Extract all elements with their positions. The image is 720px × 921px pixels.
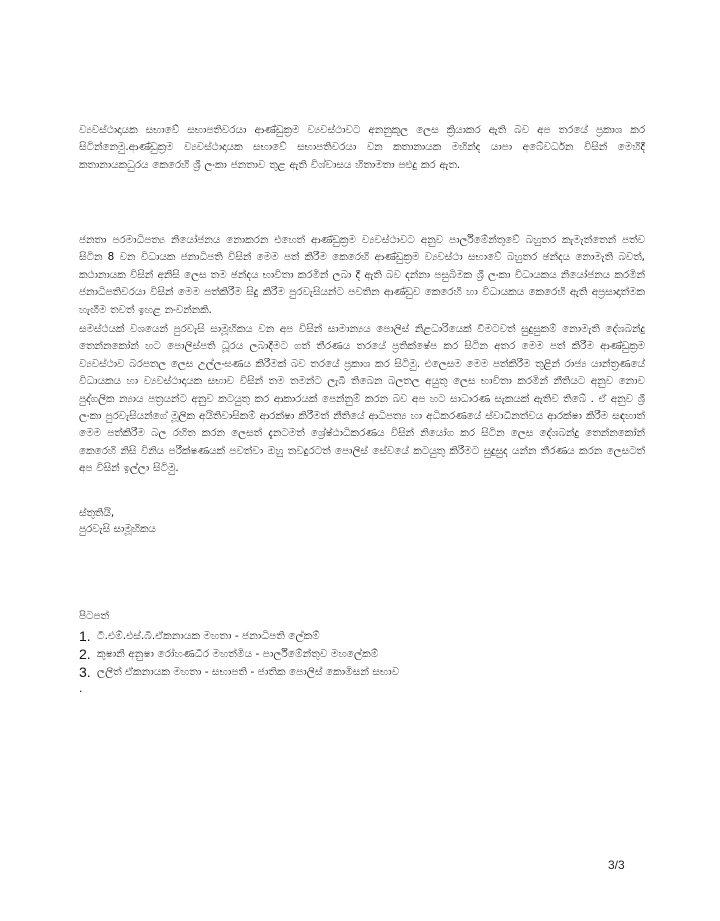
copies-item-number: 2. xyxy=(79,646,91,662)
copies-list xyxy=(79,627,679,681)
copies-list-item xyxy=(79,627,679,645)
copies-item-text: ලලිත් ඒකනායක මහතා - සභාපති - ජාතික පොලිස් කොමිසන් සභාව xyxy=(97,666,400,678)
body-paragraph-3: සමස්ථයක් වශයෙන් පුරවැසි සාමූහිකය වන අප විසින් සාමාන්‍යය පොලිස් නිළධාරියෙක් වීමටවත් සුදුසුකම් නොමැති දේශබන්දු තෙන්නකෝන් හට පොලිස්පති ධූරය ලබාදීමට ගත් තීරණය තරයේ ප්‍රතික්ෂේප කර සිටින අතර මෙම පත් කිරීම ආණ්ඩුක්‍රම ව්‍යවස්ථාව බරපතල ලෙස උල්ලංඝණය කිරීමක් බව තරයේ ප්‍රකාශ කර සිටිමු. එලෙසම මෙම පත්කිරීම තුළින් රාජ්‍ය යාන්ත්‍රණයේ විධායකය හා ව්‍යවස්ථාදායක සභාව විසින් තම තමන්ට ලැබී තිබෙන බලතල අයුතු ලෙස භාවිතා කරමින් නීතියට අනුව නොව පුද්ගලික න්‍යාය පත්‍රයන්ට අනුව කටයුතු කර ආකාරයක් පෙන්නුම් කරන බව අප හට සාධාරණ සැකයක් ඇතිව තිබේ . ඒ අනුව ශ්‍රී ලංකා පුරවැසියන්ගේ මූලික අයිතිවාසිකම් ආරක්ෂා කිරීමත් නීතියේ ආධිපත්‍ය හා අධිකරණයේ ස්වාධීනත්වය ආරක්ෂා කිරීම සඳහාත් මෙම පත්කිරීම බල රහිත කරන ලෙසත් දැනටමත් ශ්‍රේෂ්ඨාධිකරණය විසින් නියෝග කර සිටින ලෙස දේශබන්දු තෙන්නකෝන් කෙරෙහි නිසි විනිය පරීක්ෂණයක් පවත්වා ඔහු තවදුරටත් පොලිස් සේවයේ කටයුතු කිරීමට සුදුසුද යන්න තීරණය කරන ලෙසටත් අප විසින් ඉල්ලා සිටිමු. xyxy=(79,323,645,475)
copies-section xyxy=(79,608,679,681)
trailing-dot: . xyxy=(79,681,83,695)
copies-item-text: ටී.එම්.එස්.බී.ඒකනායක මහතා - ජනාධිපති ලේකම් xyxy=(97,630,320,642)
copies-item-number: 3. xyxy=(79,664,91,680)
copies-list-item xyxy=(79,645,679,663)
body-paragraph-1: ව්‍යවස්ථාදායක සභාවේ සභාපතිවරයා ආණ්ඩුක්‍රම ව්‍යවස්ථාවට අනනුකූල ලෙස ක්‍රියාකර ඇති බව අප තරයේ ප්‍රකාශ කර සිටින්නෙමු.ආණ්ඩුක්‍රම ව්‍යවස්ථාදායක සභාවේ සභාපතිවරයා වන කතානායක මහින්ද යාපා අබේවර්ධන විසින් මෙහිදී කතානායකධුරය කෙරෙහි ශ්‍රී ලංකා ජනතාව තුළ ඇති විශ්වාසය හිතාමතා පළුදු කර ඇත. xyxy=(79,124,645,171)
closing-thanks: ස්තුතියි, xyxy=(79,507,115,519)
copies-title: පිටපත් xyxy=(79,610,109,622)
copies-item-number: 1. xyxy=(79,628,91,644)
page-number: 3/3 xyxy=(608,858,625,872)
copies-list-item xyxy=(79,663,679,681)
body-paragraph-2: ජනතා පරමාධිපත්‍ය නියෝජනය නොකරන එහෙත් ආණ්ඩුක්‍රම ව්‍යවස්ථාවට අනුව පාර්ලිමේන්තුවේ බහුතර කැමැත්තෙන් පත්ව සිටින 8 වන විධායක ජනාධිපති විසින් මෙම පත් කිරීම කෙරෙහි ආණ්ඩුක්‍රම ව්‍යවස්ථා සභාවේ බහුතර ඡන්දය නොමැති බවත්, කථානායක විසින් අනිසි ලෙස තම ඡන්දය භාවිතා කරමින් ලබා දී ඇති බව දන්නා පසුබිමක ශ්‍රී ලංකා විධායකය නියෝජනය කරමින් ජනාධිපතිවරයා විසින් මෙම පත්කිරීම සිදු කිරීම පුරවැසියන්ට පවතින ආණ්ඩුව කෙරෙහි හා විධායකය කෙරෙහි ඇති අප්‍රසාදාත්මක හැඟීම තවත් ඉහළ නංවන්නකි. xyxy=(79,234,645,316)
closing-signature: පුරවැසි සාමූහිකය xyxy=(79,523,156,535)
copies-item-text: කුෂානි අනුෂා රෝහණධීර මහත්මිය - පාර්ලිමේන්තුව මහලේකම් xyxy=(97,648,379,660)
